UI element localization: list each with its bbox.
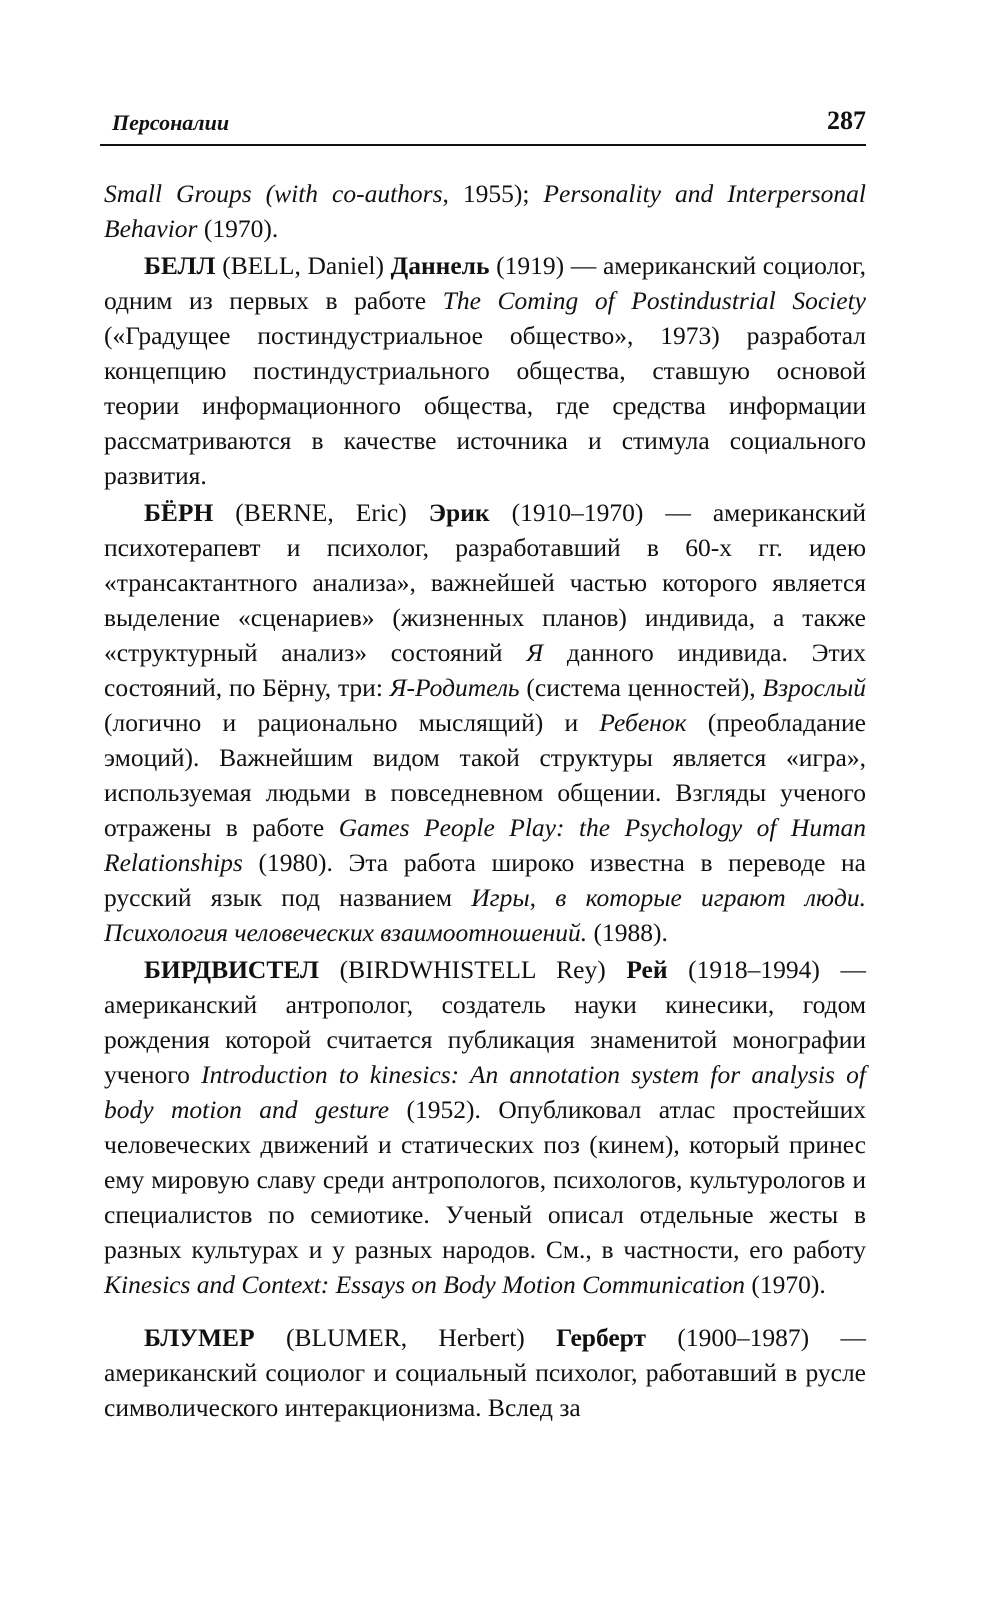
work-title: Я [526, 638, 544, 667]
entry-name: БЁРН [144, 498, 214, 527]
entry-text: (1970). [744, 1270, 826, 1299]
page-number: 287 [827, 106, 866, 135]
entry-text: (система ценностей), [519, 673, 763, 702]
running-header [100, 104, 866, 146]
entry-text: (логично и рационально мыслящий) и [104, 708, 600, 737]
entries-text [104, 176, 866, 1427]
entry-paragraph [104, 248, 866, 493]
entry-text: данного индивида. Этих состояний, по Бёрну, три: [104, 638, 866, 702]
entry-text: (преобладание эмоций). Важнейшим видом такой структуры является «игра», используемая людьми в повседневном общении. Взгляды ученого отражены в работе [104, 708, 866, 842]
entry-name: Герберт [556, 1323, 647, 1352]
entry-text: (BELL, Daniel) [215, 251, 391, 280]
work-title: Ребенок [599, 708, 687, 737]
entry-text: (1900–1987) — американский социолог и социальный психолог, работавший в русле символического интеракционизма. Вслед за [104, 1323, 866, 1422]
entry-text: (BLUMER, Herbert) [254, 1323, 557, 1352]
entry-paragraph [104, 1320, 866, 1425]
section-title: Персоналии [112, 110, 230, 135]
entry-text: (1918–1994) — американский антрополог, создатель науки кинесики, годом рождения которой считается публикация знаменитой монографии ученого [104, 955, 866, 1089]
work-title: Взрослый [762, 673, 866, 702]
entry-paragraph [104, 952, 866, 1302]
entry-name: БЛУМЕР [144, 1323, 255, 1352]
entry-text: (1988). [587, 918, 668, 947]
entry-text: (1910–1970) — американский психотерапевт и психолог, разработавший в 60-х гг. идею «трансактантного анализа», важнейшей частью которого является выделение «сценариев» (жизненных планов) индивида, а также «структурный анализ» состояний [104, 498, 866, 667]
work-title: Introduction to kinesics: An annotation system for analysis of body motion and gesture [104, 1060, 866, 1124]
entry-text: («Градущее постиндустриальное общество», 1973) разработал концепцию постиндустриального общества, ставшую основой теории информационного общества, где средства информации рассматриваются в качестве источника и стимула социального развития. [104, 321, 866, 490]
entry-continuation [104, 176, 866, 246]
entry-name: БЕЛЛ [144, 251, 216, 280]
entry-paragraph [104, 495, 866, 950]
entry-text: (1970). [197, 214, 279, 243]
entry-text: (BIRDWHISTELL Rey) [319, 955, 627, 984]
entry-name: Даннель [390, 251, 490, 280]
entry-name: БИРДВИСТЕЛ [144, 955, 320, 984]
entry-text: (1952). Опубликовал атлас простейших человеческих движений и статических поз (кинем), который принес ему мировую славу среди антропологов, психологов, культурологов и специалистов по семиотике. Ученый описал отдельные жесты в разных культурах и у разных народов. См., в частности, его работу [104, 1095, 866, 1264]
entry-text: (1980). Эта работа широко известна в переводе на русский язык под названием [104, 848, 866, 912]
work-title: Personality and Interpersonal Behavior [104, 179, 867, 243]
entry-text: (BERNE, Eric) [213, 498, 429, 527]
entry-name: Рей [626, 955, 668, 984]
work-title: Small Groups (with co-authors [104, 179, 443, 208]
entry-name: Эрик [428, 498, 490, 527]
entry-text: (1919) — американский социолог, одним из первых в работе [104, 251, 866, 315]
work-title: Kinesics and Context: Essays on Body Motion Communication [104, 1270, 745, 1299]
work-title: Игры, в которые играют люди. Психология человеческих взаимоотношений. [104, 883, 866, 947]
work-title: Games People Play: the Psychology of Human Relationships [104, 813, 866, 877]
work-title: The Coming of Postindustrial Society [442, 286, 866, 315]
work-title: Я-Родитель [389, 673, 520, 702]
entry-text: , 1955); [442, 179, 544, 208]
